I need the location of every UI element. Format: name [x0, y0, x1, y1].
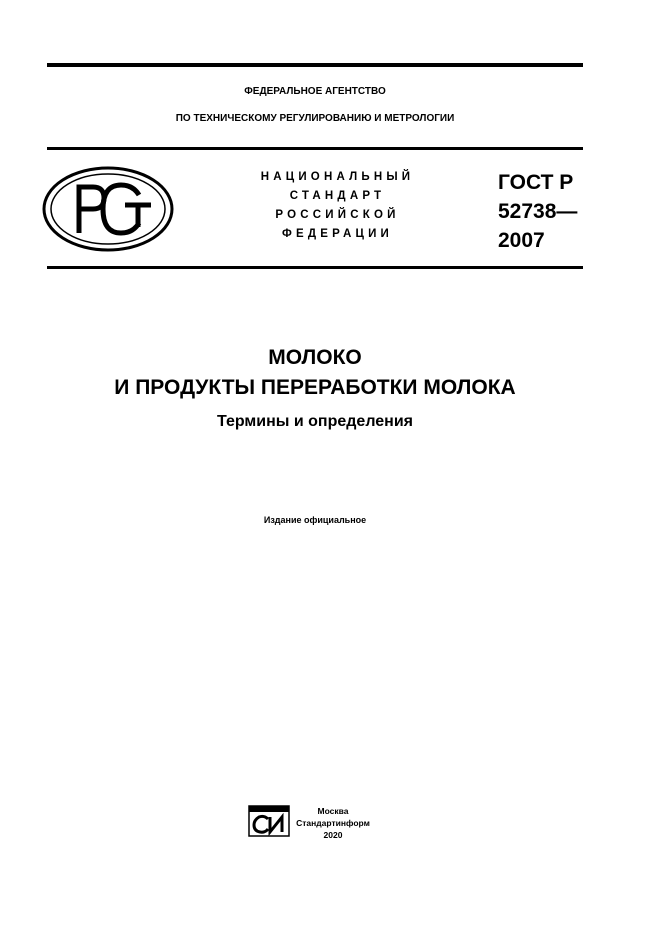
publisher-name: Стандартинформ: [296, 818, 370, 828]
standard-label-line: СТАНДАРТ: [289, 190, 386, 202]
document-title: [47, 343, 583, 403]
agency-line-2: ПО ТЕХНИЧЕСКОМУ РЕГУЛИРОВАНИЮ И МЕТРОЛОГИИ: [175, 113, 455, 124]
publisher-block: [293, 805, 373, 841]
standard-designation: [498, 168, 577, 255]
standard-label-line: РОССИЙСКОЙ: [275, 209, 400, 221]
designation-line: ГОСТ Р: [498, 171, 574, 194]
standartinform-logo-icon: [248, 805, 290, 837]
standard-label-line: НАЦИОНАЛЬНЫЙ: [260, 171, 415, 183]
rst-emblem-text: РСТ: [41, 165, 43, 166]
document-subtitle: Термины и определения: [216, 413, 413, 430]
top-rule: [47, 63, 583, 67]
publisher-city: Москва: [317, 806, 349, 816]
designation-line: 52738—: [498, 200, 578, 223]
rst-emblem-icon: [41, 165, 175, 253]
title-line-1: МОЛОКО: [268, 346, 362, 369]
standard-label-line: ФЕДЕРАЦИИ: [281, 228, 394, 240]
agency-line-1: ФЕДЕРАЛЬНОЕ АГЕНТСТВО: [244, 86, 386, 97]
standard-label: [240, 168, 435, 244]
publisher-year: 2020: [323, 830, 343, 840]
edition-note: Издание официальное: [263, 515, 367, 525]
designation-line: 2007: [498, 229, 545, 252]
title-line-2: И ПРОДУКТЫ ПЕРЕРАБОТКИ МОЛОКА: [114, 376, 516, 399]
header-rule: [47, 147, 583, 150]
masthead-bottom-rule: [47, 266, 583, 269]
